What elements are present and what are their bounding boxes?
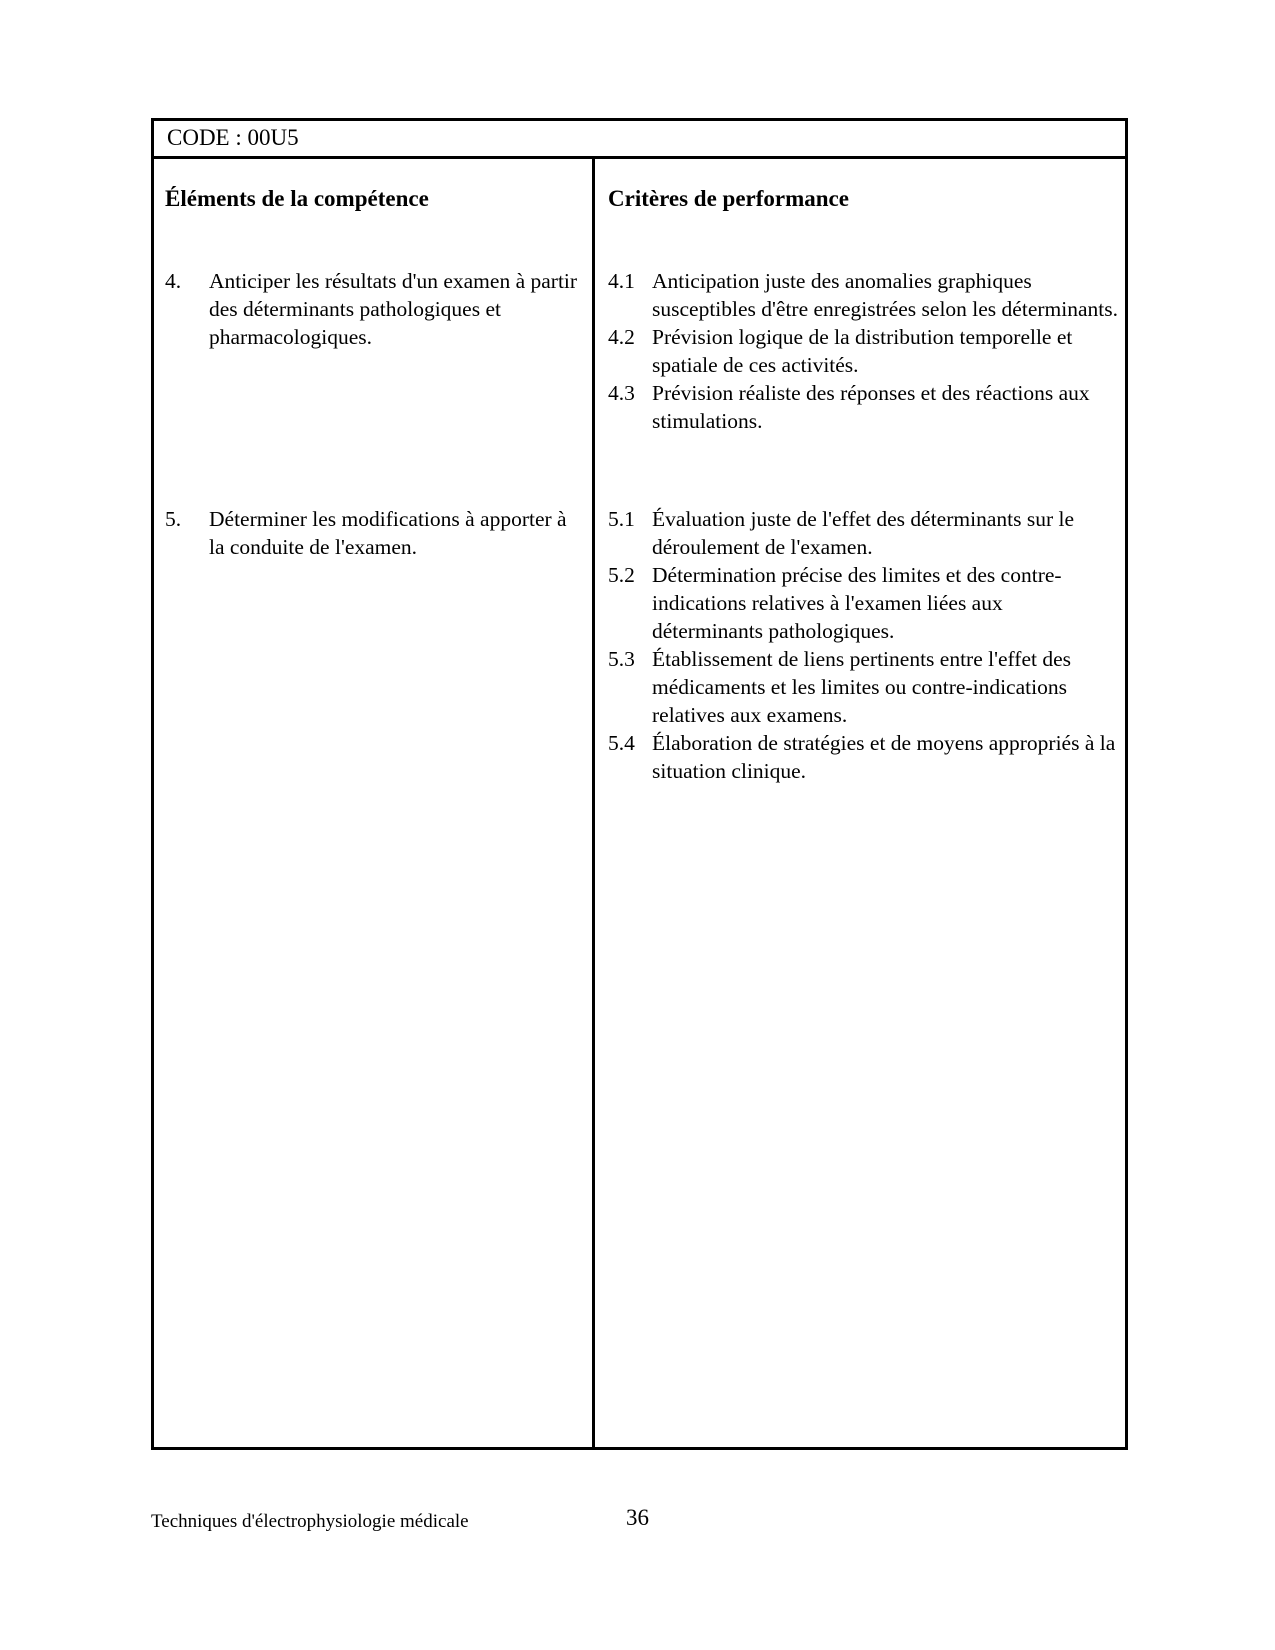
criterion-text: Prévision réaliste des réponses et des réactions aux stimulations. (652, 381, 1090, 433)
criterion-number: 4.3 (608, 381, 635, 405)
criterion-item (608, 505, 1119, 561)
page-number: 36 (626, 1505, 649, 1530)
criterion-item (608, 323, 1119, 379)
criterion-item (608, 645, 1119, 729)
criteria-heading: Critères de performance (608, 186, 849, 211)
element-item (165, 505, 584, 561)
criterion-item (608, 379, 1119, 435)
criterion-number: 4.2 (608, 325, 635, 349)
code-label: CODE : 00U5 (154, 121, 1125, 159)
criterion-number: 5.4 (608, 731, 635, 755)
criteria-group-5 (608, 505, 1119, 785)
criterion-item (608, 267, 1119, 323)
criterion-number: 5.2 (608, 563, 635, 587)
criterion-number: 5.3 (608, 647, 635, 671)
element-text: Anticiper les résultats d'un examen à partir des déterminants pathologiques et pharmacologiques. (209, 269, 578, 349)
element-text: Déterminer les modifications à apporter à la conduite de l'examen. (209, 507, 567, 559)
elements-heading: Éléments de la compétence (165, 186, 429, 211)
criterion-text: Anticipation juste des anomalies graphiques susceptibles d'être enregistrées selon les déterminants. (652, 269, 1118, 321)
criteria-group-4 (608, 267, 1119, 435)
criterion-text: Évaluation juste de l'effet des déterminants sur le déroulement de l'examen. (652, 507, 1075, 559)
criterion-item (608, 729, 1119, 785)
criteria-column (595, 159, 1125, 1447)
criterion-item (608, 561, 1119, 645)
footer-document-title: Techniques d'électrophysiologie médicale (151, 1511, 469, 1532)
element-item (165, 267, 584, 351)
element-number: 5. (165, 507, 182, 531)
criterion-text: Établissement de liens pertinents entre l'effet des médicaments et les limites ou contre-indications relatives aux examens. (652, 647, 1072, 727)
criterion-number: 5.1 (608, 507, 635, 531)
elements-column (154, 159, 592, 1447)
criterion-text: Élaboration de stratégies et de moyens appropriés à la situation clinique. (652, 731, 1116, 783)
competency-table (151, 118, 1128, 1450)
element-block-5 (165, 505, 584, 561)
criterion-text: Détermination précise des limites et des contre-indications relatives à l'examen liées aux déterminants pathologiques. (652, 563, 1062, 643)
element-block-4 (165, 267, 584, 351)
criterion-number: 4.1 (608, 269, 635, 293)
element-number: 4. (165, 269, 182, 293)
criterion-text: Prévision logique de la distribution temporelle et spatiale de ces activités. (652, 325, 1073, 377)
